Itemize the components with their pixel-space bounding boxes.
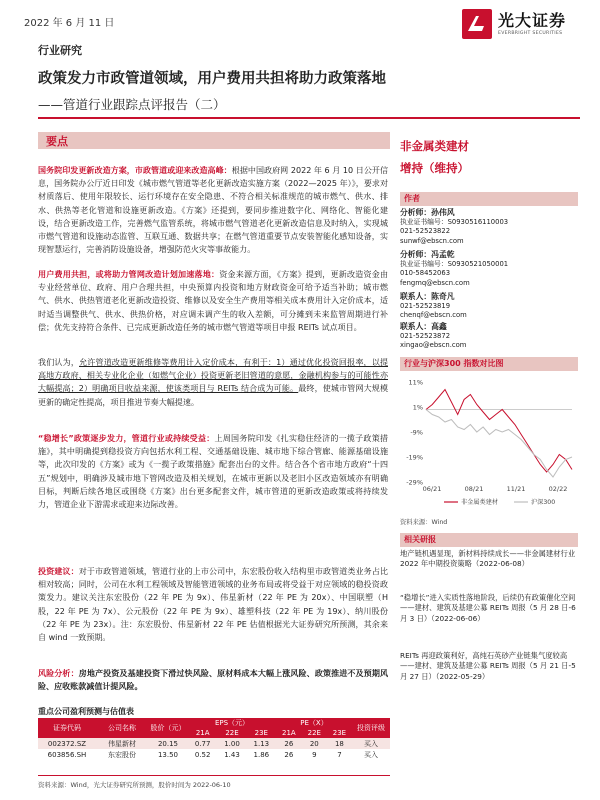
report-subtitle: ——管道行业跟踪点评报告（二） — [38, 97, 226, 112]
table-cell: 26 — [276, 738, 302, 749]
analyst-license: 执业证书编号：S0930516110003 — [400, 217, 509, 226]
paragraph-body: 资金来源方面，《方案》提到，更新改造资金由专业经营单位、政府、用户合理共担，中央预算内投资和地方财政资金可给予适当补助；城市燃气、供水、供热管道老化更新改造投资、维修以及安全生产费用等相关成本费用计入定价成本，适时适当调整供气、供水、供热价格，对应调未调产生的收入差额，可分摊到未来监管周期进行补偿；优先支持符合条件、已完成更新改造任务的城市燃气管道等项目申报 REITs 试点项目。 — [38, 270, 389, 332]
paragraph-body: 根据中国政府网 2022 年 6 月 10 日公开信息，国务院办公厅近日印发《城市燃气管道等老化更新改造实施方案（2022—2025 年）》，要求对材质落后、使用年限较长、运行环境存在安全隐患、不符合相关标准规范的城市燃气、供水、排水、供热等老化管道和设施更新改造。《方案》还提到，要同步推进数字化、网络化、智能化建设，结合更新改造工作，完善燃气监管系统，将城市燃气管道老化更新改造信息及时纳入，实现城市燃气管道和设施动态监管、互联互通、数据共享；在燃气管道重要节点安装智能化感知设备，实现智慧运行，完善消防设施设备，增强防范火灾等事故能力。 — [38, 166, 389, 255]
table-cell: 1.86 — [253, 750, 270, 759]
analyst-email[interactable]: fengmq@ebscn.com — [400, 278, 470, 287]
y-tick-label: -9% — [410, 428, 423, 437]
x-tick-label: 11/21 — [506, 485, 526, 493]
keypoints-label: 要点 — [46, 135, 68, 148]
table-cell: 东宏股份 — [108, 750, 136, 759]
contact-phone: 021-52523872 — [400, 331, 451, 340]
table-cell: 18 — [327, 738, 352, 749]
analyst-name: 分析师：孙伟风 — [400, 208, 455, 217]
table-cell: 买入 — [364, 750, 378, 759]
x-tick-label: 06/21 — [422, 485, 442, 493]
related-report-link[interactable]: “稳增长”进入实质性落地阶段，后续仍有政策催化空间——建材、建筑及基建公募 REITs 周报（5 月 28 日-6 月 3 日）（2022-06-06） — [400, 593, 576, 623]
paragraph-investment-advice — [38, 565, 388, 644]
paragraph-heading: 投资建议： — [38, 567, 79, 576]
paragraph-risk-analysis — [38, 667, 388, 693]
header-divider — [38, 117, 580, 119]
chart-header — [400, 357, 578, 371]
paragraph-heading: “稳增长”政策逐步发力，管道行业或持续受益： — [38, 434, 215, 443]
table-cell: 20 — [302, 738, 327, 749]
paragraph-heading: 国务院印发更新改造方案，市政管道或迎来改造高峰： — [38, 166, 232, 175]
table-header: 证券代码 — [38, 718, 96, 738]
paragraph-reform-plan — [38, 164, 388, 256]
table-cell: 买入 — [352, 738, 390, 749]
table-cell: 1.43 — [224, 750, 240, 759]
paragraph-body: 对于市政管道领域，管道行业的上市公司中，东宏股份收入结构里市政管道类业务占比相对较高；同时，公司在水利工程领域及智能管道领域的业务布局或将受益于对应领域的稳投资政策发力。建议关注东宏股份（22 年 PE 为 9x）、伟星新材（22 年 PE 为 20x）、中国联塑（H 股，22 年 PE 为 7x）、公元股份（22 年 PE 为 9x）、雄塑科技（22 年 PE 为 19x）、纳川股份（22 年 PE 为 23x）。注：东宏股份、伟星新材 22 年 PE 估值根据光大证券研究所预测，其余来自 wind 一致预期。 — [38, 567, 389, 643]
related-report-link[interactable]: 地产链机遇显现，新材料持续成长——非金属建材行业 2022 年中期投资策略（2022-06-08） — [400, 549, 576, 569]
y-tick-label: -19% — [406, 453, 423, 462]
sector-rating: 增持（维持） — [400, 161, 469, 175]
table-year-header: 22E — [217, 728, 246, 738]
contact-card — [400, 292, 578, 321]
authors-header — [400, 192, 578, 206]
x-tick-label: 02/22 — [548, 485, 568, 493]
logo-mark-icon — [462, 9, 492, 39]
table-cell: 26 — [284, 750, 294, 759]
table-row — [38, 749, 390, 760]
y-tick-label: 1% — [412, 403, 423, 412]
y-tick-label: 11% — [408, 378, 423, 387]
table-cell: 9 — [312, 750, 317, 759]
paragraph-heading: 用户费用共担，或将助力管网改造计划加速落地： — [38, 270, 220, 279]
table-year-header: 23E — [247, 728, 276, 738]
sector-name: 非金属类建材 — [400, 139, 469, 153]
logo-cn-text: 光大证券 — [498, 11, 567, 30]
report-title: 政策发力市政管道领域，用户费用共担将助力政策落地 — [38, 71, 386, 87]
contact-name: 联系人：陈奇凡 — [400, 292, 455, 301]
report-date: 2022 年 6 月 11 日 — [24, 18, 115, 29]
paragraph-underlined: 允许管道改造更新维修等费用计入定价成本，有利于：1）通过优化投资回报率，以提高地方政府、相关专业化企业（如燃气企业）投资更新老旧管道的意愿，金融机构参与的可能性亦大幅提高；2）明确项目收益来源，使该类项目与 REITs 结合成为可能。 — [38, 358, 389, 394]
chart-source: 资料来源：Wind — [400, 519, 448, 526]
report-category: 行业研究 — [38, 44, 82, 57]
table-header: 公司名称 — [96, 718, 148, 738]
index-comparison-chart — [400, 374, 578, 514]
contact-phone: 021-52523819 — [400, 301, 451, 310]
contact-card — [400, 322, 578, 351]
table-year-header: 22E — [302, 728, 327, 738]
related-reports-header — [400, 533, 578, 547]
analyst-phone: 021-52523822 — [400, 227, 451, 236]
table-row — [38, 738, 390, 749]
related-report-link[interactable]: REITs 再迎政策利好，高纯石英砂产业链集气度较高——建材、建筑及基建公募 REITs 周报（5 月 21 日-5 月 27 日）（2022-05-29） — [400, 651, 576, 681]
authors-label: 作者 — [404, 194, 420, 203]
contact-email[interactable]: chenqf@ebscn.com — [400, 311, 467, 320]
table-title: 重点公司盈利预测与估值表 — [38, 707, 134, 716]
analyst-phone: 010-58452063 — [400, 269, 451, 278]
related-reports-label: 相关研报 — [404, 535, 436, 544]
contact-name: 联系人：高鑫 — [400, 322, 447, 331]
table-year-header: 21A — [188, 728, 217, 738]
table-source: 资料来源：Wind，光大证券研究所预测，股价时间为 2022-06-10 — [38, 781, 231, 789]
paragraph-lead: 我们认为， — [38, 358, 80, 367]
analyst-email[interactable]: sunwf@ebscn.com — [400, 236, 464, 245]
table-cell: 0.52 — [194, 750, 211, 759]
table-cell: 603856.SH — [47, 750, 87, 759]
table-cell: 1.13 — [247, 738, 276, 749]
table-header: PE（X） — [276, 718, 352, 728]
logo-en-text: EVERBRIGHT SECURITIES — [498, 31, 563, 36]
table-cell: 伟星新材 — [96, 738, 148, 749]
contact-email[interactable]: xingao@ebscn.com — [400, 341, 467, 350]
y-tick-label: -29% — [406, 478, 423, 487]
broker-logo — [462, 6, 580, 44]
table-cell: 20.15 — [148, 738, 188, 749]
valuation-table — [38, 718, 390, 760]
table-cell: 0.77 — [188, 738, 217, 749]
table-header: 股价（元） — [148, 718, 188, 738]
chart-label: 行业与沪深300 指数对比图 — [404, 359, 504, 368]
analyst-card — [400, 208, 578, 246]
legend-label: 沪深300 — [531, 499, 556, 506]
paragraph-body: 上周国务院印发《扎实稳住经济的一揽子政策措施》，其中明确提到稳投资方向包括水利工程、交通基础设施、城市地下综合管廊、能源基础设施等，此次印发的《方案》或为《一揽子政策措施》配套出台的文件。结合各个省市地方政府“十四五”规划中，明确涉及城市地下管网改造及相关规划，在城市更新以及老旧小区改造领域亦有明确目标，判断后续各地区或围绕《方案》出台更多配套文件，城市管道的更新改造政策或将持续发力，管道企业下游需求或迎来边际改善。 — [38, 434, 389, 510]
analyst-license: 执业证书编号：S0930521050001 — [400, 259, 509, 268]
x-tick-label: 08/21 — [464, 485, 484, 493]
table-header: EPS（元） — [188, 718, 276, 728]
paragraph-heading: 风险分析： — [38, 669, 79, 678]
paragraph-body: 最终，使城市管网大规模更新的确定性提高，项目推进节奏大幅提速。 — [38, 384, 389, 407]
table-bottom-rule — [38, 775, 390, 776]
series-line-1 — [426, 410, 572, 478]
table-cell: 13.50 — [157, 750, 179, 759]
paragraph-our-view — [38, 356, 388, 409]
table-cell: 7 — [337, 750, 342, 759]
table-year-header: 21A — [276, 728, 302, 738]
table-cell: 1.00 — [217, 738, 246, 749]
keypoints-header — [38, 132, 390, 149]
table-year-header: 23E — [327, 728, 352, 738]
paragraph-stable-growth — [38, 432, 388, 511]
paragraph-body: 房地产投资及基建投资下滑过快风险、原材料成本大幅上涨风险、政策推进不及预期风险、应收账款减值计提风险。 — [38, 669, 389, 692]
analyst-card — [400, 250, 578, 288]
legend-label: 非金属类建材 — [461, 499, 499, 506]
table-header: 投资评级 — [352, 718, 390, 738]
paragraph-cost-sharing — [38, 268, 388, 334]
analyst-name: 分析师：冯孟乾 — [400, 250, 455, 259]
table-cell: 002372.SZ — [38, 738, 96, 749]
